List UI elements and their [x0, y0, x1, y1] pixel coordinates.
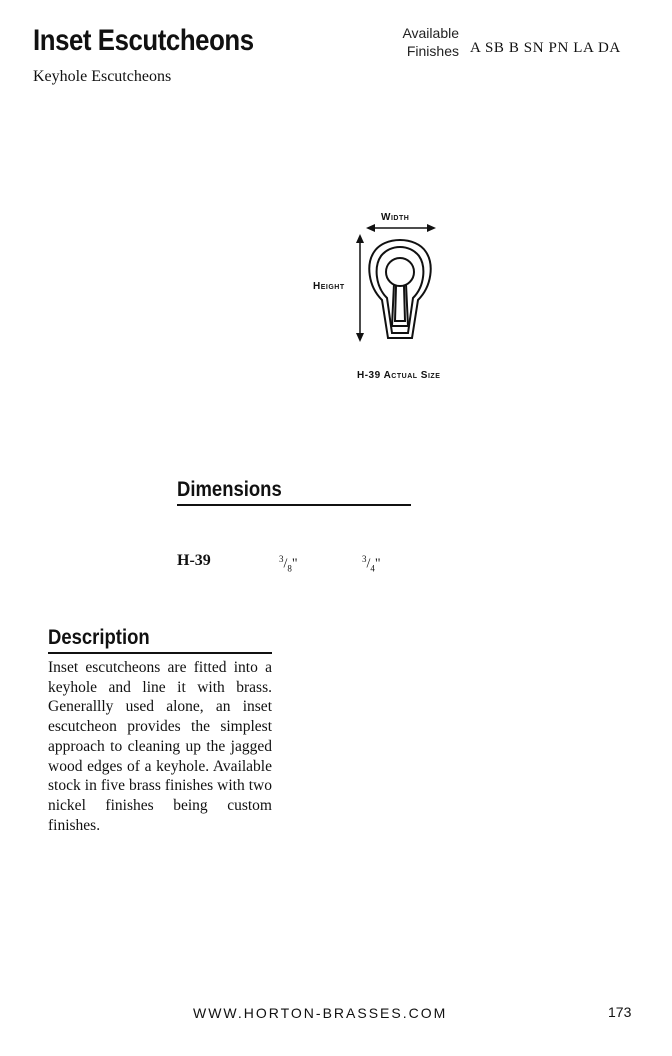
figure-caption: H-39 Actual Size — [357, 370, 441, 381]
available-label-line1: Available — [402, 25, 459, 41]
width-value: $^3/_8$" — [279, 554, 298, 574]
height-label: Height — [313, 281, 345, 292]
height-arrow — [356, 234, 364, 342]
available-label-line2: Finishes — [406, 43, 459, 59]
page-number: 173 — [608, 1004, 632, 1020]
finishes-list: A SB B SN PN LA DA — [470, 40, 621, 56]
description-body: Inset escutcheons are fitted into a keyhole and line it with brass. Generallly used alone, an inset escutcheon provides the simplest approach to cleaning up the jagged wood edges of a keyhole. Available stock in five brass finishes with two nickel finishes being custom finishes. — [48, 659, 272, 834]
model-number: H-39 — [177, 552, 211, 569]
footer-website: WWW.HORTON-BRASSES.COM — [193, 1005, 448, 1021]
width-arrow — [366, 224, 436, 232]
dimensions-heading — [177, 478, 411, 506]
page-title: Inset Escutcheons — [33, 24, 254, 57]
keyhole-escutcheon-drawing — [350, 220, 450, 350]
height-value: $^3/_4$" — [362, 554, 381, 574]
width-label: Width — [381, 212, 410, 223]
description-heading — [48, 626, 272, 654]
description-heading-text: Description — [48, 626, 150, 649]
escutcheon-outline — [369, 240, 430, 338]
dimensions-heading-text: Dimensions — [177, 478, 282, 501]
page-subtitle: Keyhole Escutcheons — [33, 68, 172, 85]
available-finishes-label — [392, 24, 459, 60]
